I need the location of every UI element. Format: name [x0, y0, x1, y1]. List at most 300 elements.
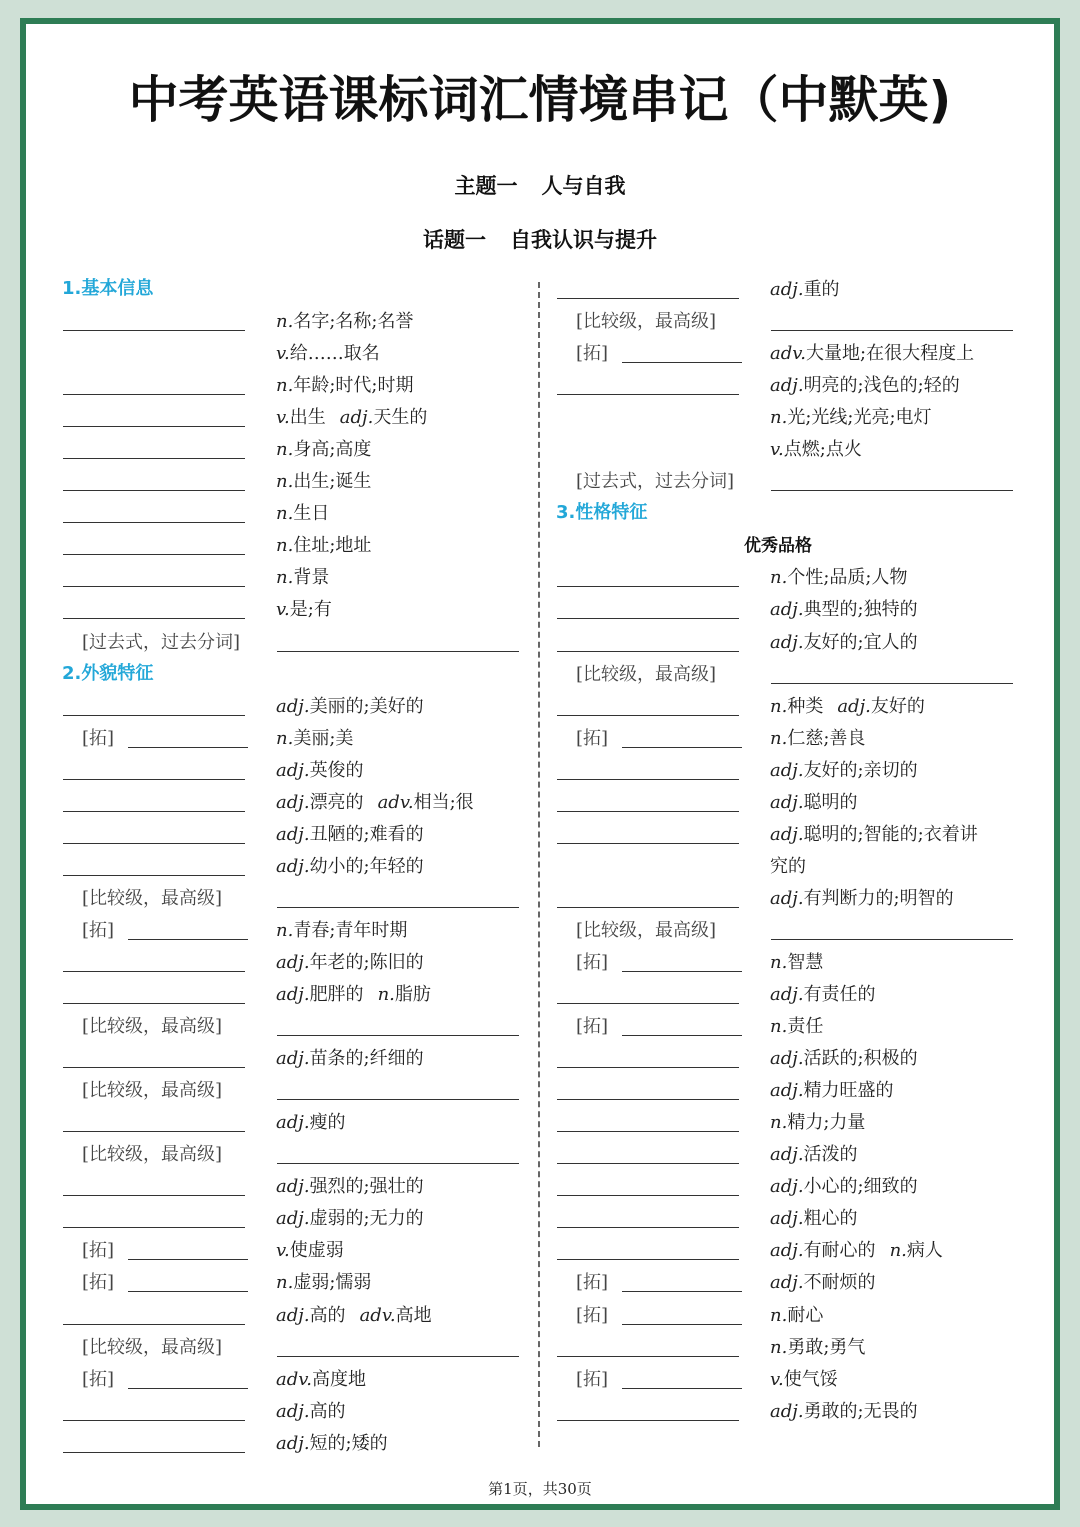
definition [770, 563, 907, 589]
part-of-speech: n. [276, 311, 294, 333]
answer-blank[interactable] [557, 651, 739, 652]
answer-blank[interactable] [557, 1420, 739, 1421]
vocab-row [556, 1265, 1026, 1297]
part-of-speech: adj. [770, 1272, 804, 1294]
vocab-row [62, 1330, 532, 1362]
meaning: 给……取名 [289, 343, 380, 365]
vocab-row [62, 1362, 532, 1394]
definition [276, 852, 424, 878]
answer-blank[interactable] [557, 907, 739, 908]
page-title: 中考英语课标词汇情境串记（中默英) [128, 71, 952, 129]
vocab-row [556, 849, 1026, 881]
answer-blank[interactable] [557, 715, 739, 716]
definition [770, 371, 960, 397]
definition [770, 628, 918, 654]
form-label: [比较级，最高级] [576, 663, 717, 685]
definition [276, 563, 329, 589]
answer-blank[interactable] [128, 747, 248, 748]
answer-blank[interactable] [557, 1259, 739, 1260]
form-label: [比较级，最高级] [82, 1144, 223, 1166]
vocab-row [62, 817, 532, 849]
part-of-speech: v. [276, 599, 290, 621]
answer-blank[interactable] [557, 618, 739, 619]
answer-blank[interactable] [128, 939, 248, 940]
answer-blank[interactable] [63, 330, 245, 331]
definition [770, 595, 918, 621]
answer-blank[interactable] [557, 1227, 739, 1228]
part-of-speech: adj. [276, 1400, 310, 1422]
vocab-row [62, 1009, 532, 1041]
definition [276, 435, 371, 461]
part-of-speech: adj. [276, 1176, 310, 1198]
vocab-row [556, 625, 1026, 657]
vocab-row [556, 977, 1026, 1009]
meaning: 高度地 [312, 1368, 367, 1390]
part-of-speech: n. [276, 727, 294, 749]
definition [276, 692, 424, 718]
form-label: [比较级，最高级] [82, 887, 223, 909]
vocab-row [556, 1394, 1026, 1426]
definition [276, 1204, 424, 1230]
part-of-speech: n. [770, 1112, 788, 1134]
vocab-row [62, 1298, 532, 1330]
extension-label: [拓] [82, 1240, 115, 1262]
answer-blank[interactable] [557, 843, 739, 844]
definition [770, 820, 978, 846]
extension-label: [拓] [576, 727, 609, 749]
part-of-speech: n. [276, 375, 294, 397]
answer-blank[interactable] [277, 1099, 519, 1100]
part-of-speech: adj. [276, 951, 310, 973]
definition [276, 1108, 346, 1134]
meaning: 精力;力量 [787, 1112, 866, 1134]
part-of-speech: n. [770, 1016, 788, 1038]
vocab-row [556, 785, 1026, 817]
meaning: 高地 [395, 1304, 432, 1326]
definition [770, 948, 823, 974]
section-heading: 2.外貌特征 [62, 662, 154, 684]
answer-blank[interactable] [277, 1356, 519, 1357]
answer-blank[interactable] [63, 554, 245, 555]
meaning: 使虚弱 [289, 1240, 344, 1262]
definition [276, 756, 364, 782]
definition [276, 1429, 388, 1455]
vocab-row [62, 368, 532, 400]
meaning: 活跃的;积极的 [803, 1048, 918, 1070]
topic-heading [0, 224, 1080, 254]
section-heading-row [62, 272, 532, 304]
meaning: 虚弱的;无力的 [309, 1208, 424, 1230]
meaning: 青春;青年时期 [293, 919, 408, 941]
meaning: 肥胖的 [309, 984, 364, 1006]
vocab-row [556, 753, 1026, 785]
topic-label: 话题一 [423, 228, 486, 252]
definition [276, 1236, 344, 1262]
part-of-speech: adj. [276, 1112, 310, 1134]
definition [770, 1397, 918, 1423]
definition [770, 724, 865, 750]
answer-blank[interactable] [63, 715, 245, 716]
answer-blank[interactable] [63, 1452, 245, 1453]
meaning: 身高;高度 [293, 439, 372, 461]
part-of-speech: adj. [770, 375, 804, 397]
answer-blank[interactable] [63, 1067, 245, 1068]
part-of-speech: v. [770, 439, 784, 461]
form-label: [比较级，最高级] [82, 1080, 223, 1102]
answer-blank[interactable] [557, 1067, 739, 1068]
answer-blank[interactable] [63, 1131, 245, 1132]
definition [276, 1268, 371, 1294]
part-of-speech: adj. [276, 823, 310, 845]
definition [770, 403, 932, 429]
answer-blank[interactable] [557, 1163, 739, 1164]
part-of-speech: v. [276, 407, 290, 429]
vocab-row [62, 1201, 532, 1233]
vocab-row [62, 977, 532, 1009]
vocab-row [556, 1073, 1026, 1105]
definition [770, 1333, 865, 1359]
part-of-speech: n. [770, 727, 788, 749]
meaning: 虚弱;懦弱 [293, 1272, 372, 1294]
vocab-row [556, 592, 1026, 624]
part-of-speech: n. [770, 407, 788, 429]
vocab-row [556, 657, 1026, 689]
meaning: 高的 [309, 1304, 346, 1326]
vocab-row [62, 528, 532, 560]
vocab-row [62, 1169, 532, 1201]
meaning: 短的;矮的 [309, 1432, 388, 1454]
definition [770, 1044, 918, 1070]
answer-blank[interactable] [63, 586, 245, 587]
answer-blank[interactable] [771, 939, 1013, 940]
definition [770, 339, 974, 365]
meaning: 脂肪 [394, 984, 431, 1006]
vocab-row [62, 945, 532, 977]
vocab-row [62, 336, 532, 368]
part-of-speech: adj. [837, 695, 871, 717]
answer-blank[interactable] [557, 811, 739, 812]
vocab-row [62, 1041, 532, 1073]
answer-blank[interactable] [63, 1324, 245, 1325]
form-label: [过去式，过去分词] [82, 631, 241, 653]
part-of-speech: adj. [770, 631, 804, 653]
answer-blank[interactable] [557, 1356, 739, 1357]
definition [770, 1172, 918, 1198]
part-of-speech: v. [276, 343, 290, 365]
answer-blank[interactable] [277, 651, 519, 652]
answer-blank[interactable] [63, 1420, 245, 1421]
form-label: [比较级，最高级] [576, 311, 717, 333]
vocab-row [62, 1394, 532, 1426]
extension-label: [拓] [82, 727, 115, 749]
answer-blank[interactable] [557, 779, 739, 780]
theme-label: 主题一 [454, 174, 518, 198]
vocab-row [556, 1041, 1026, 1073]
form-label: [比较级，最高级] [82, 1336, 223, 1358]
definition [276, 948, 424, 974]
right-column [556, 272, 1026, 1426]
section-heading-row [62, 657, 532, 689]
vocab-row [62, 625, 532, 657]
part-of-speech: n. [276, 503, 294, 525]
answer-blank[interactable] [63, 458, 245, 459]
definition [770, 1365, 838, 1391]
vocab-row [556, 1330, 1026, 1362]
part-of-speech: adj. [770, 984, 804, 1006]
vocab-row [556, 1201, 1026, 1233]
part-of-speech: n. [276, 1272, 294, 1294]
answer-blank[interactable] [128, 1259, 248, 1260]
meaning: 有判断力的;明智的 [803, 887, 954, 909]
vocab-row [62, 1426, 532, 1458]
vocab-row [556, 304, 1026, 336]
part-of-speech: adj. [770, 887, 804, 909]
extension-label: [拓] [82, 919, 115, 941]
answer-blank[interactable] [557, 1003, 739, 1004]
vocab-row [556, 1009, 1026, 1041]
vocab-row [556, 368, 1026, 400]
answer-blank[interactable] [63, 779, 245, 780]
vocab-row [62, 689, 532, 721]
definition [770, 1268, 876, 1294]
definition [276, 1044, 424, 1070]
theme-heading [0, 170, 1080, 200]
answer-blank[interactable] [63, 1195, 245, 1196]
definition [770, 756, 918, 782]
meaning: 天生的 [373, 407, 428, 429]
answer-blank[interactable] [63, 522, 245, 523]
topic-name: 自我认识与提升 [510, 228, 657, 252]
meaning: 友好的 [870, 695, 925, 717]
answer-blank[interactable] [622, 1291, 742, 1292]
meaning: 小心的;细致的 [803, 1176, 918, 1198]
vocab-row [62, 1265, 532, 1297]
definition [276, 724, 353, 750]
definition [276, 499, 329, 525]
part-of-speech: adj. [770, 1048, 804, 1070]
extension-label: [拓] [576, 343, 609, 365]
answer-blank[interactable] [557, 1131, 739, 1132]
definition [276, 1397, 346, 1423]
part-of-speech: n. [770, 695, 788, 717]
vocab-row [556, 528, 1026, 560]
part-of-speech: adj. [339, 407, 374, 429]
meaning: 年老的;陈旧的 [309, 951, 424, 973]
part-of-speech: v. [770, 1368, 784, 1390]
part-of-speech: adj. [276, 1208, 310, 1230]
answer-blank[interactable] [557, 1195, 739, 1196]
part-of-speech: adj. [770, 759, 804, 781]
definition [276, 467, 371, 493]
definition [770, 1301, 823, 1327]
part-of-speech: adj. [770, 1176, 804, 1198]
meaning: 勇敢的;无畏的 [803, 1400, 918, 1422]
extension-label: [拓] [576, 1304, 609, 1326]
meaning: 年龄;时代;时期 [293, 375, 414, 397]
sub-heading: 优秀品格 [744, 536, 812, 557]
vocab-row [556, 689, 1026, 721]
vocab-row [556, 817, 1026, 849]
answer-blank[interactable] [622, 1324, 742, 1325]
section-heading: 1.基本信息 [62, 278, 154, 299]
meaning: 名字;名称;名誉 [293, 311, 414, 333]
meaning: 出生 [289, 407, 326, 429]
answer-blank[interactable] [771, 683, 1013, 684]
meaning: 智慧 [787, 951, 824, 973]
vocab-row [556, 1362, 1026, 1394]
definition [770, 1012, 823, 1038]
answer-blank[interactable] [128, 1291, 248, 1292]
definition [276, 980, 431, 1006]
definition [770, 1076, 894, 1102]
part-of-speech: adv. [276, 1368, 313, 1390]
answer-blank[interactable] [128, 1388, 248, 1389]
extension-label: [拓] [576, 1016, 609, 1038]
meaning: 相当;很 [413, 791, 474, 813]
answer-blank[interactable] [63, 1003, 245, 1004]
definition [770, 980, 876, 1006]
answer-blank[interactable] [63, 490, 245, 491]
column-divider [538, 282, 540, 1447]
answer-blank[interactable] [63, 811, 245, 812]
meaning: 生日 [293, 503, 330, 525]
vocab-row [556, 1298, 1026, 1330]
definition [276, 820, 424, 846]
part-of-speech: adj. [276, 759, 310, 781]
definition [770, 1204, 858, 1230]
definition-continued: 究的 [770, 855, 806, 877]
page-footer: 第1页，共30页 [488, 1480, 592, 1498]
answer-blank[interactable] [277, 1163, 519, 1164]
part-of-speech: n. [770, 567, 788, 589]
answer-blank[interactable] [277, 907, 519, 908]
part-of-speech: adj. [770, 1080, 804, 1102]
part-of-speech: v. [276, 1240, 290, 1262]
form-label: [比较级，最高级] [82, 1016, 223, 1038]
answer-blank[interactable] [63, 618, 245, 619]
meaning: 英俊的 [309, 759, 364, 781]
part-of-speech: adj. [276, 1304, 310, 1326]
meaning: 病人 [906, 1240, 943, 1262]
answer-blank[interactable] [63, 394, 245, 395]
part-of-speech: adj. [770, 1144, 804, 1166]
meaning: 苗条的;纤细的 [309, 1048, 424, 1070]
meaning: 重的 [803, 279, 840, 300]
meaning: 有责任的 [803, 984, 876, 1006]
vocab-row [556, 1233, 1026, 1265]
meaning: 勇敢;勇气 [787, 1336, 866, 1358]
vocab-row [556, 881, 1026, 913]
definition [276, 595, 332, 621]
vocab-row [556, 721, 1026, 753]
meaning: 仁慈;善良 [787, 727, 866, 749]
part-of-speech: n. [276, 471, 294, 493]
definition [276, 1365, 366, 1391]
meaning: 使气馁 [783, 1368, 838, 1390]
extension-label: [拓] [82, 1272, 115, 1294]
part-of-speech: n. [276, 567, 294, 589]
meaning: 聪明的;智能的;衣着讲 [803, 823, 978, 845]
part-of-speech: adj. [276, 695, 310, 717]
meaning: 美丽;美 [293, 727, 354, 749]
meaning: 粗心的 [803, 1208, 858, 1230]
answer-blank[interactable] [622, 1035, 742, 1036]
part-of-speech: adv. [377, 791, 414, 813]
part-of-speech: adj. [770, 1400, 804, 1422]
meaning: 瘦的 [309, 1112, 346, 1134]
meaning: 出生;诞生 [293, 471, 372, 493]
vocab-row [62, 432, 532, 464]
part-of-speech: n. [770, 951, 788, 973]
vocab-row [556, 400, 1026, 432]
definition [770, 1236, 943, 1262]
part-of-speech: adv. [770, 343, 807, 365]
answer-blank[interactable] [557, 394, 739, 395]
meaning: 是;有 [289, 599, 332, 621]
meaning: 活泼的 [803, 1144, 858, 1166]
answer-blank[interactable] [63, 843, 245, 844]
vocab-row [62, 464, 532, 496]
meaning: 高的 [309, 1400, 346, 1422]
meaning: 强烈的;强壮的 [309, 1176, 424, 1198]
extension-label: [拓] [576, 1272, 609, 1294]
vocab-row [62, 496, 532, 528]
part-of-speech: adj. [276, 791, 310, 813]
answer-blank[interactable] [63, 875, 245, 876]
meaning: 个性;品质;人物 [787, 567, 908, 589]
definition [770, 435, 862, 461]
answer-blank[interactable] [622, 747, 742, 748]
answer-blank[interactable] [557, 586, 739, 587]
part-of-speech: n. [770, 1304, 788, 1326]
section-heading: 3.性格特征 [556, 502, 648, 524]
answer-blank[interactable] [63, 971, 245, 972]
part-of-speech: adj. [770, 823, 804, 845]
definition [276, 307, 413, 333]
definition [276, 1301, 432, 1327]
form-label: [过去式，过去分词] [576, 471, 735, 493]
answer-blank[interactable] [63, 1227, 245, 1228]
answer-blank[interactable] [622, 362, 742, 363]
answer-blank[interactable] [622, 971, 742, 972]
vocab-row [62, 1233, 532, 1265]
part-of-speech: n. [377, 984, 395, 1006]
answer-blank[interactable] [557, 298, 739, 299]
answer-blank[interactable] [622, 1388, 742, 1389]
answer-blank[interactable] [63, 426, 245, 427]
definition [770, 275, 840, 301]
answer-blank[interactable] [771, 330, 1013, 331]
part-of-speech: n. [889, 1240, 907, 1262]
meaning: 友好的;宜人的 [803, 631, 918, 653]
part-of-speech: n. [276, 919, 294, 941]
part-of-speech: adj. [770, 599, 804, 621]
vocab-row [62, 1105, 532, 1137]
meaning: 聪明的 [803, 791, 858, 813]
part-of-speech: adj. [770, 279, 804, 300]
answer-blank[interactable] [277, 1035, 519, 1036]
extension-label: [拓] [82, 1368, 115, 1390]
answer-blank[interactable] [771, 490, 1013, 491]
answer-blank[interactable] [557, 1099, 739, 1100]
part-of-speech: adj. [770, 791, 804, 813]
definition [276, 788, 474, 814]
meaning: 背景 [293, 567, 330, 589]
definition [770, 884, 954, 910]
part-of-speech: adj. [276, 984, 310, 1006]
vocab-row [556, 336, 1026, 368]
definition [770, 1108, 865, 1134]
